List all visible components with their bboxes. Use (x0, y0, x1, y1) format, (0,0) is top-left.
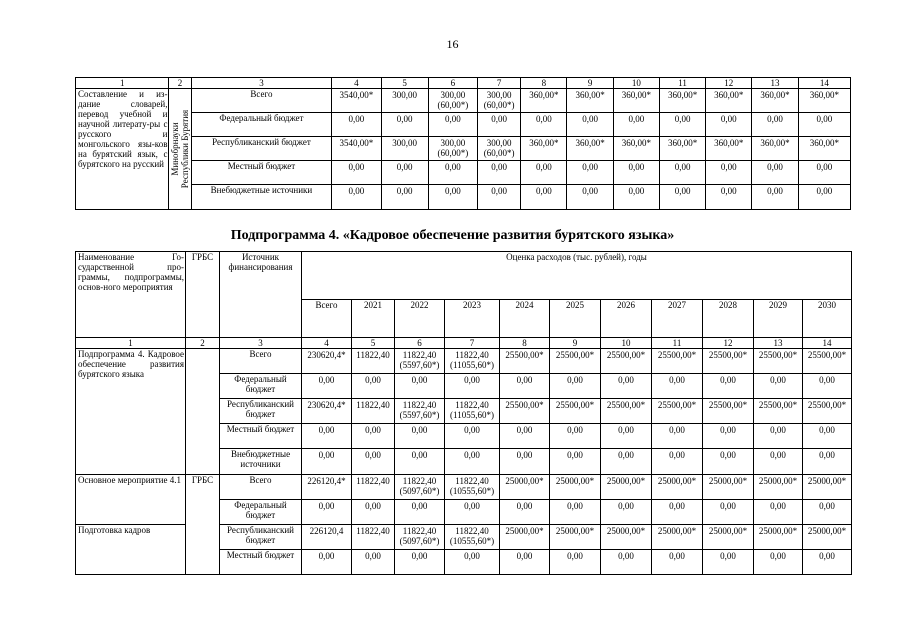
measure-name: Подготовка кадров (76, 525, 186, 575)
value-cell: 0,00 (798, 161, 850, 185)
funding-source: Республиканский бюджет (191, 137, 332, 161)
column-number: 7 (478, 78, 521, 89)
value-cell: 11822,40 (5597,60*) (395, 399, 445, 424)
value-cell: 25000,00* (803, 475, 852, 500)
column-number: 3 (191, 78, 332, 89)
value-cell: 0,00 (500, 550, 550, 575)
value-cell: 0,00 (500, 424, 550, 449)
value-cell: 0,00 (395, 424, 445, 449)
column-number: 1 (76, 78, 169, 89)
value-cell: 0,00 (352, 449, 395, 475)
value-cell: 0,00 (613, 113, 659, 137)
value-cell: 0,00 (550, 500, 601, 525)
value-cell: 0,00 (302, 424, 352, 449)
value-cell: 360,00* (798, 89, 850, 113)
value-cell: 300,00 (60,00*) (428, 137, 477, 161)
header-year: 2024 (500, 300, 550, 338)
value-cell: 300,00 (381, 89, 428, 113)
value-cell: 25500,00* (754, 399, 803, 424)
value-cell: 0,00 (703, 374, 754, 399)
value-cell: 0,00 (659, 113, 705, 137)
value-cell: 0,00 (803, 449, 852, 475)
value-cell: 0,00 (703, 449, 754, 475)
value-cell: 11822,40 (11055,60*) (445, 349, 500, 374)
header-year: 2022 (395, 300, 445, 338)
column-number: 14 (798, 78, 850, 89)
value-cell: 0,00 (706, 185, 752, 210)
value-cell: 230620,4* (302, 349, 352, 374)
value-cell: 0,00 (352, 424, 395, 449)
column-number: 3 (220, 338, 302, 349)
column-number: 14 (803, 338, 852, 349)
column-number: 11 (659, 78, 705, 89)
value-cell: 25500,00* (703, 399, 754, 424)
value-cell: 0,00 (659, 161, 705, 185)
value-cell: 11822,40 (11055,60*) (445, 399, 500, 424)
header-row (76, 252, 852, 300)
column-number: 7 (445, 338, 500, 349)
value-cell: 11822,40 (352, 349, 395, 374)
value-cell: 25500,00* (754, 349, 803, 374)
value-cell: 25500,00* (803, 399, 852, 424)
column-number: 4 (332, 78, 381, 89)
column-number: 12 (706, 78, 752, 89)
value-cell: 25000,00* (703, 475, 754, 500)
value-cell: 0,00 (395, 449, 445, 475)
header-name: Наименование Го-сударственной про-граммы, подпрограммы, основ-ного мероприятия (76, 252, 186, 338)
value-cell: 0,00 (659, 185, 705, 210)
column-number: 2 (169, 78, 191, 89)
value-cell: 0,00 (803, 550, 852, 575)
value-cell: 0,00 (478, 113, 521, 137)
value-cell: 0,00 (613, 185, 659, 210)
value-cell: 0,00 (521, 113, 567, 137)
value-cell: 0,00 (352, 550, 395, 575)
value-cell: 0,00 (752, 161, 798, 185)
value-cell: 0,00 (395, 374, 445, 399)
value-cell: 0,00 (445, 500, 500, 525)
value-cell: 0,00 (754, 424, 803, 449)
value-cell: 11822,40 (352, 525, 395, 550)
funding-source: Внебюджетные источники (220, 449, 302, 475)
header-year: 2029 (754, 300, 803, 338)
column-number: 8 (521, 78, 567, 89)
value-cell: 11822,40 (352, 475, 395, 500)
value-cell: 300,00 (60,00*) (478, 137, 521, 161)
value-cell: 0,00 (500, 449, 550, 475)
header-year: 2025 (550, 300, 601, 338)
value-cell: 360,00* (521, 89, 567, 113)
value-cell: 25000,00* (652, 475, 703, 500)
value-cell: 0,00 (445, 550, 500, 575)
value-cell: 0,00 (302, 550, 352, 575)
table-row (76, 349, 852, 374)
value-cell: 0,00 (754, 449, 803, 475)
value-cell: 0,00 (601, 424, 652, 449)
value-cell: 0,00 (803, 500, 852, 525)
value-cell: 0,00 (332, 185, 381, 210)
value-cell: 226120,4 (302, 525, 352, 550)
value-cell: 25000,00* (703, 525, 754, 550)
header-source: Источник финансирования (220, 252, 302, 338)
column-number: 1 (76, 338, 186, 349)
value-cell: 0,00 (550, 550, 601, 575)
value-cell: 0,00 (428, 185, 477, 210)
value-cell: 25500,00* (601, 399, 652, 424)
value-cell: 300,00 (60,00*) (478, 89, 521, 113)
value-cell: 360,00* (567, 89, 613, 113)
value-cell: 360,00* (706, 137, 752, 161)
header-year: 2026 (601, 300, 652, 338)
value-cell: 11822,40 (10555,60*) (445, 525, 500, 550)
value-cell: 0,00 (395, 550, 445, 575)
column-number: 13 (754, 338, 803, 349)
funding-source: Местный бюджет (191, 161, 332, 185)
subprogram-heading: Подпрограмма 4. «Кадровое обеспечение развития бурятского языка» (230, 228, 675, 243)
funding-source: Всего (220, 349, 302, 374)
column-number: 13 (752, 78, 798, 89)
value-cell: 360,00* (659, 89, 705, 113)
column-number: 9 (550, 338, 601, 349)
funding-source: Федеральный бюджет (220, 500, 302, 525)
value-cell: 25000,00* (500, 525, 550, 550)
table-row (76, 137, 851, 161)
value-cell: 0,00 (798, 185, 850, 210)
header-grbs: ГРБС (186, 252, 220, 338)
value-cell: 360,00* (752, 137, 798, 161)
page-number: 16 (446, 37, 459, 51)
value-cell: 0,00 (601, 374, 652, 399)
value-cell: 0,00 (478, 185, 521, 210)
column-number: 9 (567, 78, 613, 89)
value-cell: 0,00 (332, 161, 381, 185)
grbs-rotated-text: Минобрнауки Республики Бурятия (170, 109, 191, 189)
value-cell: 0,00 (601, 449, 652, 475)
column-number: 12 (703, 338, 754, 349)
value-cell: 300,00 (60,00*) (428, 89, 477, 113)
header-year: 2028 (703, 300, 754, 338)
continuation-table (75, 77, 851, 210)
value-cell: 25500,00* (703, 349, 754, 374)
value-cell: 0,00 (302, 374, 352, 399)
funding-source: Местный бюджет (220, 550, 302, 575)
grbs-cell: ГРБС (186, 475, 220, 575)
value-cell: 25000,00* (652, 525, 703, 550)
value-cell: 0,00 (445, 449, 500, 475)
value-cell: 0,00 (478, 161, 521, 185)
table-row (76, 161, 851, 185)
header-year: 2030 (803, 300, 852, 338)
value-cell: 0,00 (500, 374, 550, 399)
value-cell: 0,00 (381, 161, 428, 185)
column-number: 5 (352, 338, 395, 349)
value-cell: 0,00 (381, 185, 428, 210)
main-measure-name: Основное мероприятие 4.1 (76, 475, 186, 525)
column-number: 11 (652, 338, 703, 349)
value-cell: 3540,00* (332, 89, 381, 113)
value-cell: 3540,00* (332, 137, 381, 161)
value-cell: 0,00 (550, 374, 601, 399)
header-year: 2023 (445, 300, 500, 338)
value-cell: 25000,00* (803, 525, 852, 550)
value-cell: 0,00 (550, 449, 601, 475)
value-cell: 0,00 (567, 185, 613, 210)
value-cell: 226120,4* (302, 475, 352, 500)
value-cell: 0,00 (703, 424, 754, 449)
value-cell: 0,00 (613, 161, 659, 185)
value-cell: 0,00 (601, 550, 652, 575)
value-cell: 360,00* (706, 89, 752, 113)
value-cell: 0,00 (445, 374, 500, 399)
column-number: 2 (186, 338, 220, 349)
value-cell: 0,00 (803, 374, 852, 399)
value-cell: 11822,40 (352, 399, 395, 424)
value-cell: 0,00 (352, 500, 395, 525)
value-cell: 0,00 (601, 500, 652, 525)
value-cell: 0,00 (652, 550, 703, 575)
value-cell: 0,00 (500, 500, 550, 525)
funding-source: Республиканский бюджет (220, 525, 302, 550)
value-cell: 360,00* (798, 137, 850, 161)
value-cell: 0,00 (798, 113, 850, 137)
value-cell: 0,00 (445, 424, 500, 449)
value-cell: 0,00 (703, 550, 754, 575)
value-cell: 25000,00* (550, 475, 601, 500)
measure-name: Составление и из-дание словарей, перевод учебной и научной литерату-ры с русского и монгольского язы-ков на бурятский язык, с бурятского на русский (76, 89, 169, 210)
funding-source: Федеральный бюджет (220, 374, 302, 399)
value-cell: 0,00 (754, 500, 803, 525)
value-cell: 11822,40 (10555,60*) (445, 475, 500, 500)
subprogram-name: Подпрограмма 4. Кадровое обеспечение развития бурятского языка (76, 349, 186, 475)
value-cell: 0,00 (381, 113, 428, 137)
value-cell: 230620,4* (302, 399, 352, 424)
table-row (76, 185, 851, 210)
value-cell: 25000,00* (601, 475, 652, 500)
value-cell: 0,00 (550, 424, 601, 449)
value-cell: 0,00 (332, 113, 381, 137)
value-cell: 25000,00* (550, 525, 601, 550)
header-year: Всего (302, 300, 352, 338)
funding-source: Республиканский бюджет (220, 399, 302, 424)
column-number: 5 (381, 78, 428, 89)
value-cell: 25500,00* (652, 349, 703, 374)
value-cell: 360,00* (567, 137, 613, 161)
value-cell: 25000,00* (754, 475, 803, 500)
value-cell: 25000,00* (754, 525, 803, 550)
value-cell: 360,00* (521, 137, 567, 161)
value-cell: 300,00 (381, 137, 428, 161)
table-row (76, 89, 851, 113)
column-number-row (76, 78, 851, 89)
value-cell: 360,00* (613, 137, 659, 161)
value-cell: 0,00 (652, 374, 703, 399)
value-cell: 25500,00* (803, 349, 852, 374)
value-cell: 0,00 (428, 113, 477, 137)
value-cell: 25500,00* (500, 349, 550, 374)
column-number: 8 (500, 338, 550, 349)
funding-source: Внебюджетные источники (191, 185, 332, 210)
value-cell: 0,00 (652, 449, 703, 475)
value-cell: 25500,00* (550, 399, 601, 424)
funding-source: Местный бюджет (220, 424, 302, 449)
header-estimate: Оценка расходов (тыс. рублей), годы (302, 252, 852, 300)
table-row (76, 113, 851, 137)
grbs-cell (186, 349, 220, 475)
value-cell: 25500,00* (601, 349, 652, 374)
funding-source: Федеральный бюджет (191, 113, 332, 137)
grbs-cell (169, 89, 191, 210)
column-number: 10 (613, 78, 659, 89)
value-cell: 0,00 (706, 161, 752, 185)
header-year: 2027 (652, 300, 703, 338)
funding-source: Всего (191, 89, 332, 113)
subprogram-4-table (75, 251, 852, 575)
value-cell: 11822,40 (5097,60*) (395, 475, 445, 500)
value-cell: 0,00 (803, 424, 852, 449)
value-cell: 25000,00* (500, 475, 550, 500)
value-cell: 360,00* (613, 89, 659, 113)
value-cell: 0,00 (302, 500, 352, 525)
funding-source: Всего (220, 475, 302, 500)
header-year: 2021 (352, 300, 395, 338)
value-cell: 0,00 (521, 185, 567, 210)
value-cell: 25000,00* (601, 525, 652, 550)
value-cell: 11822,40 (5597,60*) (395, 349, 445, 374)
value-cell: 0,00 (703, 500, 754, 525)
value-cell: 0,00 (752, 113, 798, 137)
column-number: 4 (302, 338, 352, 349)
value-cell: 360,00* (659, 137, 705, 161)
value-cell: 0,00 (395, 500, 445, 525)
value-cell: 360,00* (752, 89, 798, 113)
value-cell: 0,00 (521, 161, 567, 185)
value-cell: 0,00 (706, 113, 752, 137)
value-cell: 0,00 (567, 161, 613, 185)
value-cell: 25500,00* (550, 349, 601, 374)
value-cell: 0,00 (428, 161, 477, 185)
column-number: 6 (395, 338, 445, 349)
value-cell: 0,00 (652, 424, 703, 449)
value-cell: 0,00 (352, 374, 395, 399)
value-cell: 0,00 (754, 374, 803, 399)
value-cell: 0,00 (752, 185, 798, 210)
value-cell: 0,00 (302, 449, 352, 475)
value-cell: 11822,40 (5097,60*) (395, 525, 445, 550)
value-cell: 25500,00* (500, 399, 550, 424)
value-cell: 25500,00* (652, 399, 703, 424)
column-number: 10 (601, 338, 652, 349)
value-cell: 0,00 (754, 550, 803, 575)
value-cell: 0,00 (652, 500, 703, 525)
value-cell: 0,00 (567, 113, 613, 137)
column-number-row (76, 338, 852, 349)
table-row (76, 475, 852, 500)
column-number: 6 (428, 78, 477, 89)
